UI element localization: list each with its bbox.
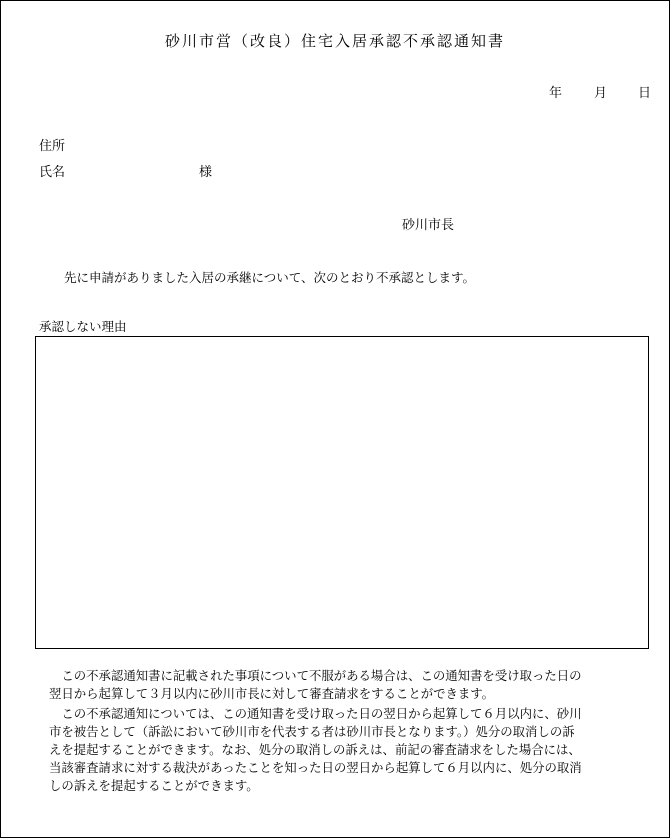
notice-line: 当該審査請求に対する裁決があったことを知った日の翌日から起算して６月以内に、処分の取消 bbox=[49, 760, 582, 775]
date-day-label: 日 bbox=[638, 86, 652, 101]
reason-label: 承認しない理由 bbox=[39, 319, 127, 334]
notice-line: 市を被告として（訴訟において砂川市を代表する者は砂川市長となります。）処分の取消しの訴 bbox=[49, 724, 575, 739]
address-label: 住所 bbox=[39, 139, 66, 154]
notice-line: しの訴えを提起することができます。 bbox=[49, 778, 259, 793]
notice-line: えを提起することができます。なお、処分の取消しの訴えは、前記の審査請求をした場合には、 bbox=[49, 742, 581, 757]
name-label: 氏名 bbox=[39, 165, 66, 180]
notice-line: この不承認通知書に記載された事項について不服がある場合は、この通知書を受け取った日の bbox=[49, 668, 582, 683]
honorific: 様 bbox=[199, 165, 213, 180]
sender-mayor: 砂川市長 bbox=[402, 218, 455, 233]
notice-line: この不承認通知については、この通知書を受け取った日の翌日から起算して６月以内に、砂川 bbox=[49, 706, 582, 721]
date-month-label: 月 bbox=[594, 86, 608, 101]
reason-box bbox=[35, 336, 649, 649]
date-year-label: 年 bbox=[549, 86, 563, 101]
document-title: 砂川市営（改良）住宅入居承認不承認通知書 bbox=[164, 32, 505, 50]
notice-line: 翌日から起算して３月以内に砂川市長に対して審査請求をすることができます。 bbox=[49, 686, 495, 701]
intro-text: 先に申請がありました入居の承継について、次のとおり不承認とします。 bbox=[64, 270, 476, 285]
